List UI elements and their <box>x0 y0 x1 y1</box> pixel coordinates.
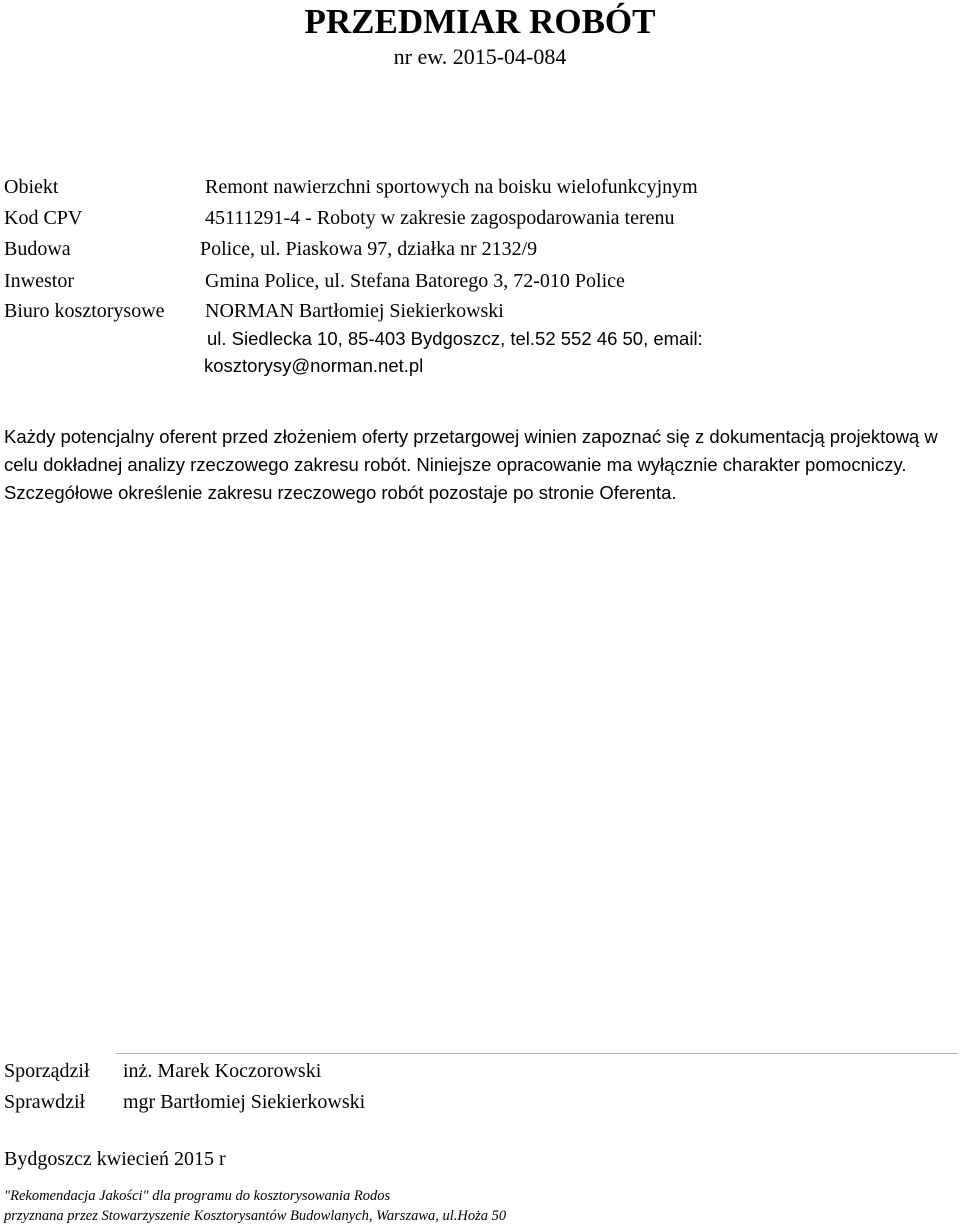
footer-line-1: "Rekomendacja Jakości" dla programu do kosztorysowania Rodos <box>4 1188 391 1204</box>
kod-cpv-label: Kod CPV <box>4 207 83 229</box>
footer-line-2: przyznana przez Stowarzyszenie Kosztorysantów Budowlanych, Warszawa, ul.Hoża 50 <box>4 1208 507 1224</box>
place-date: Bydgoszcz kwiecień 2015 r <box>4 1148 226 1170</box>
budowa-label: Budowa <box>4 238 71 260</box>
notice-paragraph <box>4 423 954 507</box>
biuro-email: kosztorysy@norman.net.pl <box>204 355 424 376</box>
sprawdzil-label: Sprawdził <box>4 1091 86 1113</box>
budowa-value: Police, ul. Piaskowa 97, działka nr 2132/9 <box>200 238 538 260</box>
biuro-name: NORMAN Bartłomiej Siekierkowski <box>205 300 504 322</box>
obiekt-label: Obiekt <box>4 176 59 198</box>
inwestor-label: Inwestor <box>4 270 74 292</box>
sporzadzil-name: inż. Marek Koczorowski <box>123 1060 322 1082</box>
obiekt-value: Remont nawierzchni sportowych na boisku wielofunkcyjnym <box>205 176 698 198</box>
biuro-label: Biuro kosztorysowe <box>4 300 165 322</box>
inwestor-value: Gmina Police, ul. Stefana Batorego 3, 72-010 Police <box>205 270 625 292</box>
sporzadzil-label: Sporządził <box>4 1060 90 1082</box>
biuro-address: ul. Siedlecka 10, 85-403 Bydgoszcz, tel.52 552 46 50, email: <box>207 328 703 349</box>
document-title: PRZEDMIAR ROBÓT <box>304 2 656 41</box>
document-number: nr ew. 2015-04-084 <box>393 44 567 69</box>
notice-text: Każdy potencjalny oferent przed złożeniem oferty przetargowej winien zapoznać się z dokumentacją projektową w celu dokładnej analizy rzeczowego zakresu robót. Niniejsze opracowanie ma wyłącznie charakter pomocniczy. Szczegółowe określenie zakresu rzeczowego robót pozostaje po stronie Oferenta. <box>4 426 938 503</box>
kod-cpv-value: 45111291-4 - Roboty w zakresie zagospodarowania terenu <box>205 207 675 229</box>
sprawdzil-name: mgr Bartłomiej Siekierkowski <box>123 1091 366 1113</box>
signature-divider <box>116 1053 958 1054</box>
